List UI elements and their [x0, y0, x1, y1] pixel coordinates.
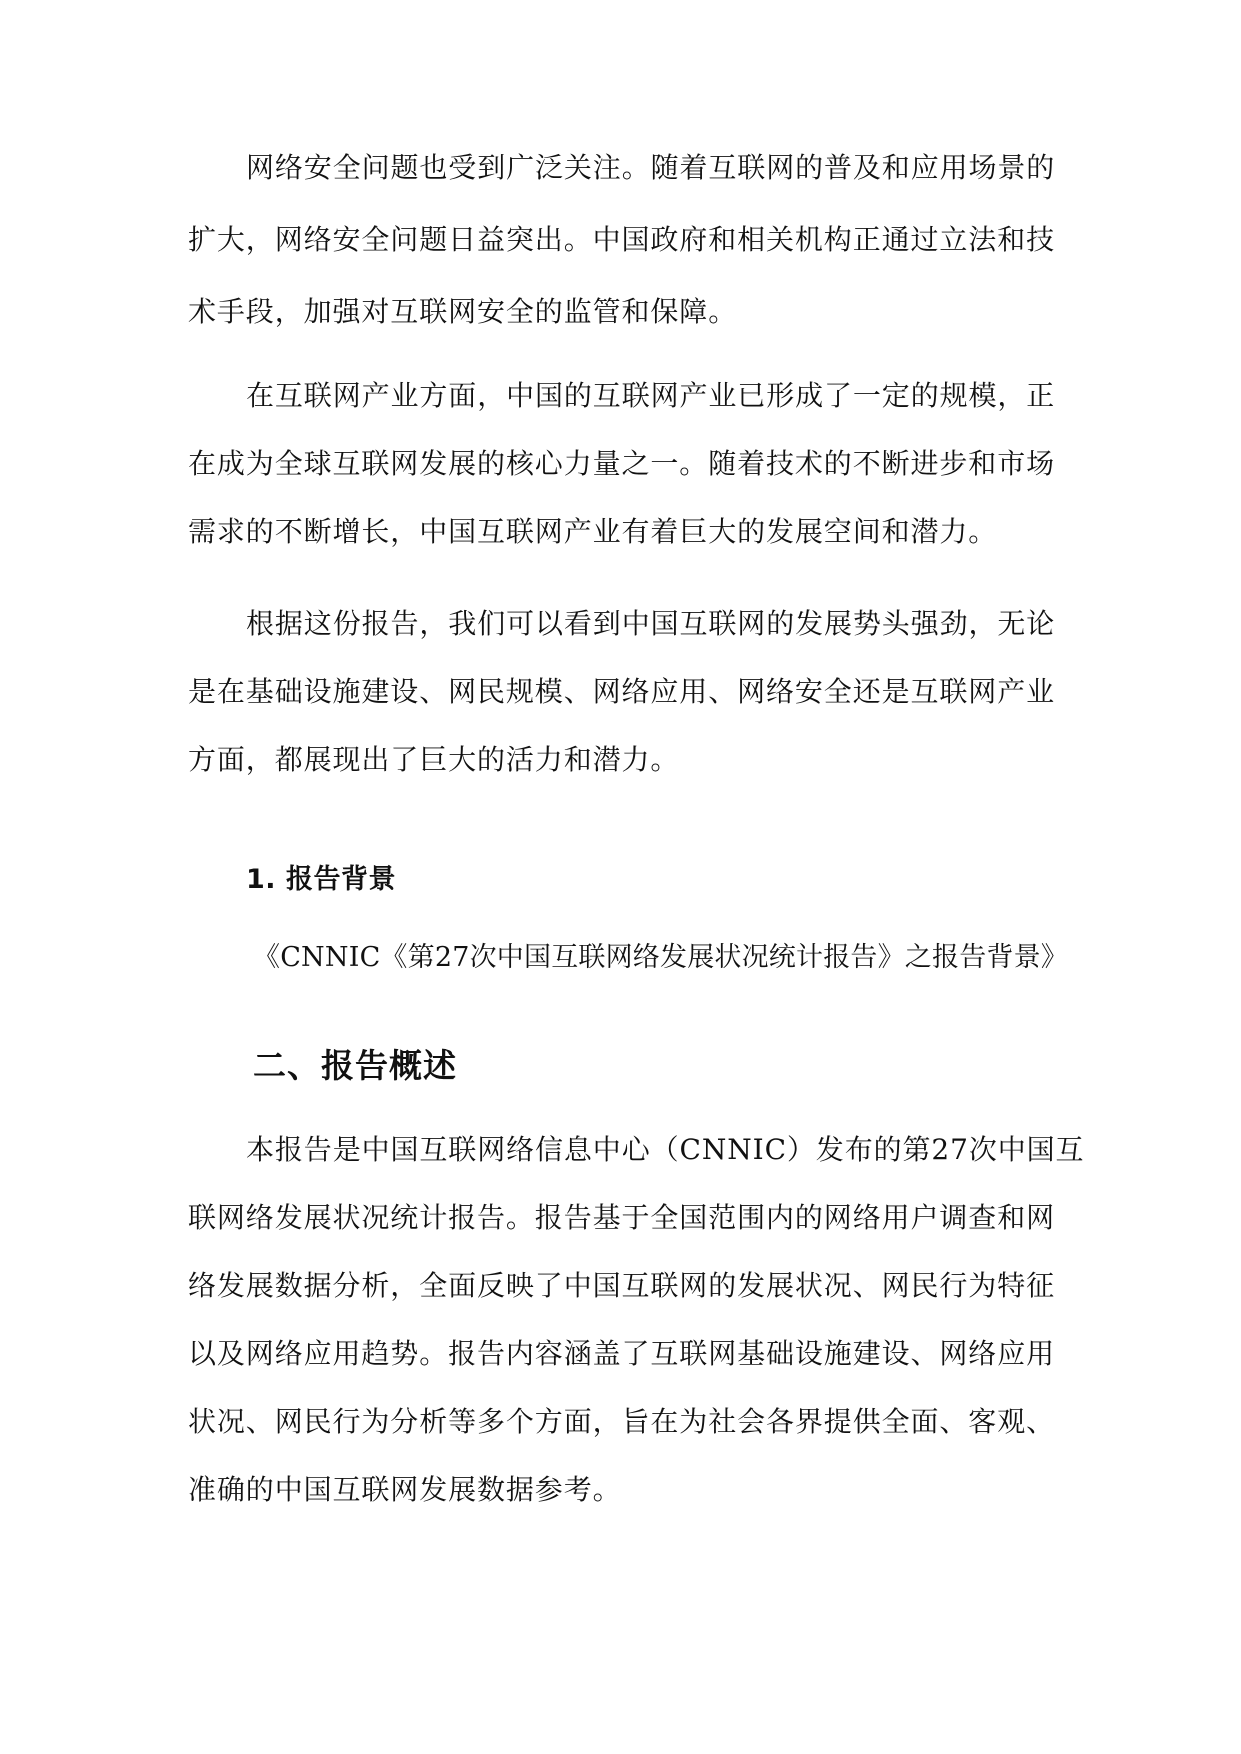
paragraph-line: 扩大，网络安全问题日益突出。中国政府和相关机构正通过立法和技 [188, 223, 1056, 256]
paragraph-network-security [188, 150, 1068, 330]
paragraph-line: 准确的中国互联网发展数据参考。 [188, 1473, 622, 1506]
paragraph-line: 以及网络应用趋势。报告内容涵盖了互联网基础设施建设、网络应用 [188, 1337, 1056, 1370]
paragraph-line: 在互联网产业方面，中国的互联网产业已形成了一定的规模，正 [246, 379, 1056, 412]
paragraph-line: 网络安全问题也受到广泛关注。随着互联网的普及和应用场景的 [246, 151, 1056, 184]
paragraph-conclusion [188, 606, 1068, 786]
paragraph-line: 联网络发展状况统计报告。报告基于全国范围内的网络用户调查和网 [188, 1201, 1056, 1234]
paragraph-internet-industry [188, 378, 1068, 558]
paragraph-line: 是在基础设施建设、网民规模、网络应用、网络安全还是互联网产业 [188, 675, 1056, 708]
paragraph-line: 方面，都展现出了巨大的活力和潜力。 [188, 743, 680, 776]
paragraph-line: 本报告是中国互联网络信息中心（CNNIC）发布的第27次中国互 [246, 1133, 1085, 1166]
paragraph-line: 状况、网民行为分析等多个方面，旨在为社会各界提供全面、客观、 [188, 1405, 1056, 1438]
paragraph-line: 在成为全球互联网发展的核心力量之一。随着技术的不断进步和市场 [188, 447, 1056, 480]
paragraph-line: 根据这份报告，我们可以看到中国互联网的发展势头强劲，无论 [246, 607, 1056, 640]
subsection-heading: 1. 报告背景 [246, 864, 396, 895]
paragraph-line: 术手段，加强对互联网安全的监管和保障。 [188, 295, 738, 328]
report-citation: 《CNNIC《第27次中国互联网络发展状况统计报告》之报告背景》 [253, 942, 1068, 973]
paragraph-report-overview [188, 1132, 1085, 1552]
section-heading: 二、报告概述 [253, 1046, 457, 1085]
paragraph-line: 络发展数据分析，全面反映了中国互联网的发展状况、网民行为特征 [188, 1269, 1056, 1302]
paragraph-line: 需求的不断增长，中国互联网产业有着巨大的发展空间和潜力。 [188, 515, 998, 548]
